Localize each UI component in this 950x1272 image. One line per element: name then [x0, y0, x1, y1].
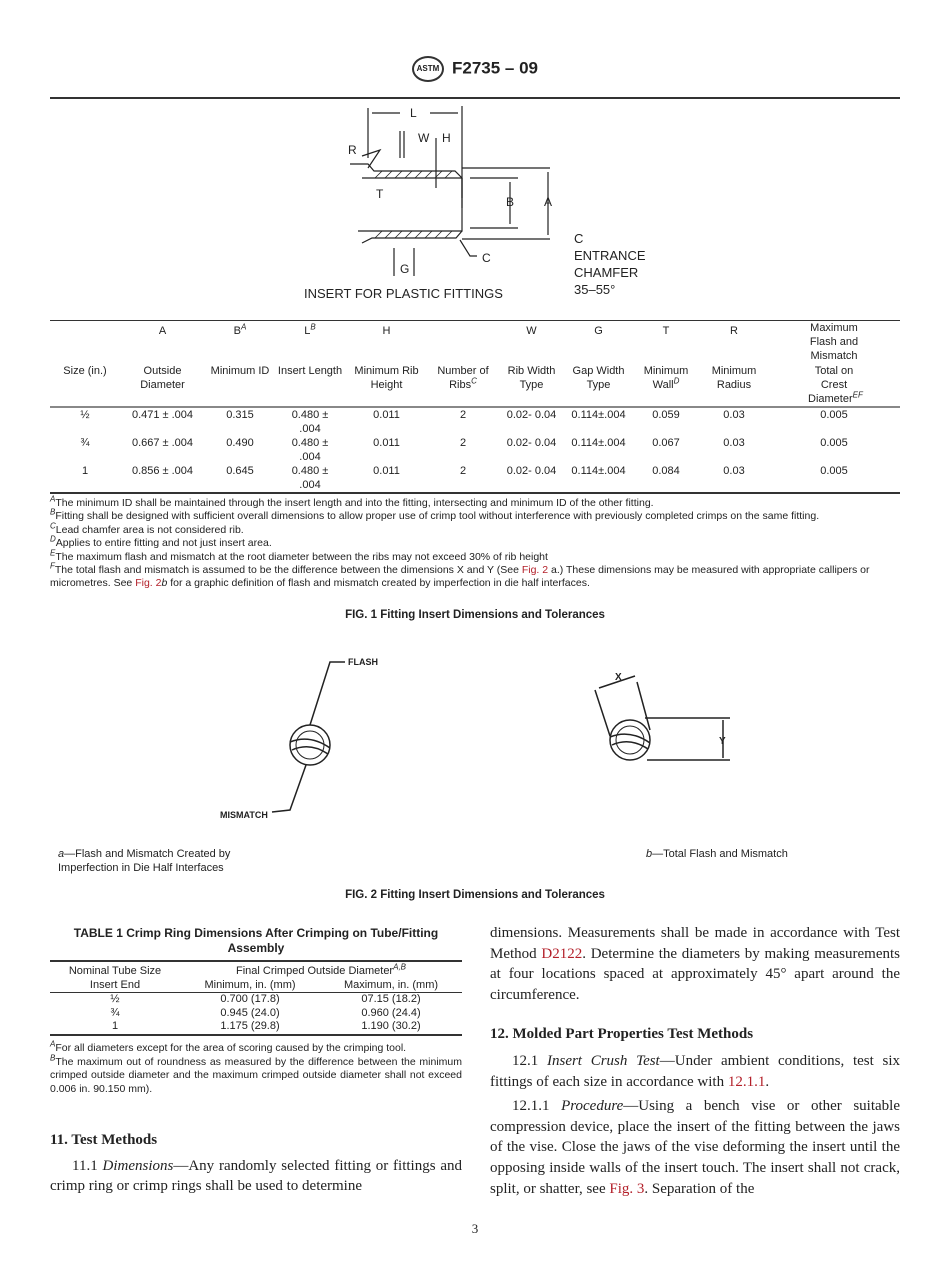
- table-row: [50, 464, 900, 493]
- table1-title: TABLE 1 Crimp Ring Dimensions After Crimping on Tube/Fitting Assembly: [73, 926, 439, 955]
- label-L: L: [410, 106, 417, 120]
- table-cell: 1.190 (30.2): [361, 1020, 421, 1032]
- table-cell: 0.471 ± .004: [131, 409, 194, 421]
- letter-W: W: [498, 321, 565, 365]
- table-cell: 0.645: [205, 464, 275, 493]
- para-11-1: 11.1 Dimensions—Any randomly selected fitting or fittings and crimp ring or crimp rings shall be used to determine: [50, 1157, 463, 1195]
- letter-max-flash: Maximum Flash and Mismatch: [768, 321, 900, 365]
- col-header: Minimum ID: [205, 364, 275, 407]
- table-row: [50, 993, 462, 1007]
- col-header: Minimum Radius: [700, 364, 768, 407]
- label-R: R: [348, 143, 357, 157]
- table-cell: 2: [459, 409, 467, 421]
- page-header: [0, 56, 950, 82]
- figure2b-caption: b—Total Flash and Mismatch: [646, 848, 788, 860]
- table-footnotes: $^A$The minimum ID shall be maintained through the insert length and into the fitting, intersecting and minimum ID of the other fitting. $^B$Fitting shall be designed with sufficient overall dimensions to allow proper use of crimp tool without interference with previously completed crimps on the same fitting. $^C$Lead chamfer area is not considered rib. $^D$Applies to entire fitting and not just insert area. $^E$The maximum flash and mismatch at the root diameter between the ribs may not exceed 30% of rib height $^F$The total flash and mismatch is assumed to be the difference between the dimensions X and Y (See Fig. 2 a.) These dimensions may be measured with appropriate callipers or micrometres. See Fig. 2b for a graphic definition of flash and mismatch created by imperfection in die half interfaces.: [50, 494, 870, 590]
- letter-row: [50, 321, 900, 365]
- col-header: Minimum Wall$^D$: [632, 364, 700, 407]
- label-H: H: [442, 131, 451, 145]
- footnote-F: The total flash and mismatch is assumed to be the difference between the dimensions X and Y (See: [54, 564, 522, 577]
- table-cell: 0.315: [226, 409, 254, 421]
- link-12-1-1[interactable]: 12.1.1: [727, 1073, 766, 1090]
- table1-footnote-B: The maximum out of roundness as measured by the difference between the minimum crimped outside diameter and the maximum crimped outside diameter shall not exceed 0.006 in. 90.150 mm).: [50, 1055, 462, 1095]
- table-cell: 2: [428, 464, 498, 493]
- col-header: Total on Crest Diameter$^{EF}$: [768, 364, 900, 407]
- letter-G: G: [565, 321, 632, 365]
- para-11-1-cont: dimensions. Measurements shall be made in accordance with Test Method D2122. Determine the diameters by making measurements at four locations spaced at approximately 45° apart around the circumference.: [490, 925, 901, 1003]
- footnote-D: Applies to entire fitting and not just insert area.: [55, 537, 272, 550]
- table-cell: 0.960 (24.4): [361, 1006, 421, 1019]
- col-header: Rib Width Type: [498, 364, 565, 407]
- fig2b-letter: b: [161, 577, 168, 590]
- x-label: X: [615, 672, 622, 683]
- col-header: Gap Width Type: [565, 364, 632, 407]
- header-row: [50, 364, 900, 407]
- table-cell: ½: [80, 409, 90, 421]
- table-cell: 0.03: [700, 464, 768, 493]
- letter-H: H: [345, 321, 428, 365]
- dimensions-table: [50, 320, 900, 494]
- footnote-A: The minimum ID shall be maintained through the insert length and into the fitting, intersecting and minimum ID of the other fitting.: [55, 497, 654, 509]
- table-row: [50, 407, 900, 436]
- table-cell: 0.114±.004: [571, 437, 626, 449]
- table-cell: ½: [110, 993, 120, 1005]
- table-cell: 0.114±.004: [571, 409, 626, 421]
- table-cell: 0.945 (24.0): [220, 1006, 280, 1019]
- label-C: C: [482, 251, 491, 265]
- total-flash-drawing: [585, 660, 765, 780]
- crimp-ring-table: [50, 960, 462, 1036]
- figure1-title: INSERT FOR PLASTIC FITTINGS: [304, 286, 503, 301]
- d2122-link[interactable]: D2122: [541, 945, 583, 962]
- section-11-heading: 11. Test Methods: [50, 1132, 158, 1148]
- table-cell: ¾: [110, 1006, 120, 1019]
- col-header-max: Maximum, in. (mm): [343, 978, 439, 991]
- label-A: A: [544, 195, 553, 209]
- astm-logo-icon: ASTM: [412, 56, 444, 82]
- col-header: Outside Diameter: [120, 364, 205, 407]
- letter-T: T: [632, 321, 700, 365]
- table-cell: 0.005: [768, 464, 900, 493]
- col-header-min: Minimum, in. (mm): [204, 978, 296, 991]
- para-12-1: 12.1 Insert Crush Test—Under ambient conditions, test six fittings of each size in accordance with 12.1.1.: [490, 1052, 901, 1090]
- col-header: Minimum Rib Height: [345, 364, 428, 407]
- table-cell: 0.03: [723, 409, 745, 421]
- table-cell: ¾: [80, 437, 90, 449]
- letter-B: $B^A$: [205, 321, 275, 365]
- col-header-insert-end: Insert End: [89, 978, 141, 991]
- table-row: [50, 1007, 462, 1021]
- footnote-B: Fitting shall be designed with sufficient overall dimensions to allow proper use of crimp tool without interference with previously completed crimps on the same fitting.: [55, 510, 820, 523]
- table-cell: 0.067: [652, 437, 680, 449]
- y-label: Y: [719, 736, 726, 747]
- page-number: 3: [471, 1221, 479, 1236]
- letter-L: $L^B$: [275, 321, 345, 365]
- table-cell: 07.15 (18.2): [361, 993, 421, 1005]
- footnote-F-cont: a.) These dimensions may be measured with appropriate callipers or micrometres. See: [50, 564, 870, 590]
- table-cell: 0.011: [345, 464, 428, 493]
- label-W: W: [418, 131, 430, 145]
- table-cell: 0.667 ± .004: [131, 437, 194, 449]
- insert-drawing: [290, 98, 670, 308]
- para-12-1-1: 12.1.1 Procedure—Using a bench vise or other suitable compression device, place the insert of the fitting between the jaws of the vise. Close the jaws of the vise deforming the insert until the opposing inside walls of the insert touch. The insert shall not crack, split, or shatter, see Fig. 3. Separation of the: [490, 1098, 901, 1197]
- col-header: Insert Length: [275, 364, 345, 407]
- table-cell: 0.02- 0.04: [498, 464, 565, 493]
- fig3-link[interactable]: Fig. 3: [609, 1180, 645, 1197]
- section-11: [50, 1130, 462, 1197]
- table-cell: 0.011: [373, 409, 400, 421]
- chamfer-note-2: ENTRANCE: [574, 248, 646, 263]
- flash-label: FLASH: [348, 657, 378, 667]
- table-cell: 0.480 ± .004: [275, 464, 345, 493]
- label-B: B: [506, 195, 515, 209]
- table-cell: 0.011: [373, 437, 400, 449]
- flash-mismatch-drawing: [210, 650, 410, 825]
- table-cell: 0.114±.004: [565, 464, 632, 493]
- col-header: Number of Ribs$^C$: [428, 364, 498, 407]
- table-cell: 0.700 (17.8): [220, 993, 280, 1005]
- col-header-final-od: Final Crimped Outside Diameter$^{A,B}$: [235, 962, 407, 977]
- table-cell: 1: [50, 464, 120, 493]
- table-cell: 1.175 (29.8): [220, 1020, 280, 1032]
- table1-footnote-A: For all diameters except for the area of scoring caused by the crimping tool.: [55, 1042, 407, 1054]
- figure2-caption: FIG. 2 Fitting Insert Dimensions and Tolerances: [345, 889, 605, 901]
- fig2b-link[interactable]: Fig. 2: [135, 577, 162, 590]
- table-cell: 0.480 ± .004: [291, 437, 329, 463]
- table-row: [50, 1020, 462, 1035]
- table-cell: 0.856 ± .004: [120, 464, 205, 493]
- table-row: [50, 436, 900, 464]
- figure2a-caption: a—Flash and Mismatch Created by Imperfection in Die Half Interfaces: [58, 848, 231, 874]
- section-12-heading: 12. Molded Part Properties Test Methods: [490, 1026, 754, 1043]
- col-header-size: Nominal Tube Size: [68, 965, 162, 977]
- table-cell: 0.490: [226, 437, 254, 449]
- letter-R: R: [700, 321, 768, 365]
- table-cell: 2: [459, 437, 467, 449]
- table-cell: 0.084: [632, 464, 700, 493]
- table-cell: 1: [111, 1020, 119, 1032]
- table-cell: 0.02- 0.04: [506, 409, 557, 421]
- figure1-caption: FIG. 1 Fitting Insert Dimensions and Tolerances: [345, 609, 605, 621]
- table-cell: 0.03: [723, 437, 745, 449]
- chamfer-note-4: 35–55°: [574, 282, 616, 297]
- table-cell: 0.02- 0.04: [506, 437, 557, 449]
- mismatch-label: MISMATCH: [220, 810, 268, 820]
- table1-footnotes: $^A$For all diameters except for the area of scoring caused by the crimping tool. $^B$The maximum out of roundness as measured by the difference between the minimum crimped outside diameter and the maximum crimped outside diameter shall not exceed 0.006 in. 90.150 mm).: [50, 1039, 462, 1095]
- letter-A: A: [120, 321, 205, 365]
- label-G: G: [400, 262, 410, 276]
- document-id: F2735 – 09: [451, 58, 538, 78]
- chamfer-note-1: C: [574, 231, 584, 246]
- table-cell: 0.005: [820, 409, 848, 421]
- table-cell: 0.005: [820, 437, 848, 449]
- table-cell: 0.059: [652, 409, 680, 421]
- fig2-link[interactable]: Fig. 2: [521, 564, 549, 577]
- table-cell: 0.480 ± .004: [291, 409, 329, 435]
- label-T: T: [376, 187, 384, 201]
- footnote-C: Lead chamfer area is not considered rib.: [55, 523, 244, 536]
- chamfer-note-3: CHAMFER: [574, 265, 639, 280]
- right-column: [490, 923, 900, 1199]
- footnote-F-end: for a graphic definition of flash and mismatch created by imperfection in die half interfaces.: [167, 577, 590, 590]
- footnote-E: The maximum flash and mismatch at the root diameter between the ribs may not exceed 30% of rib height: [55, 550, 548, 563]
- col-header: Size (in.): [50, 364, 120, 407]
